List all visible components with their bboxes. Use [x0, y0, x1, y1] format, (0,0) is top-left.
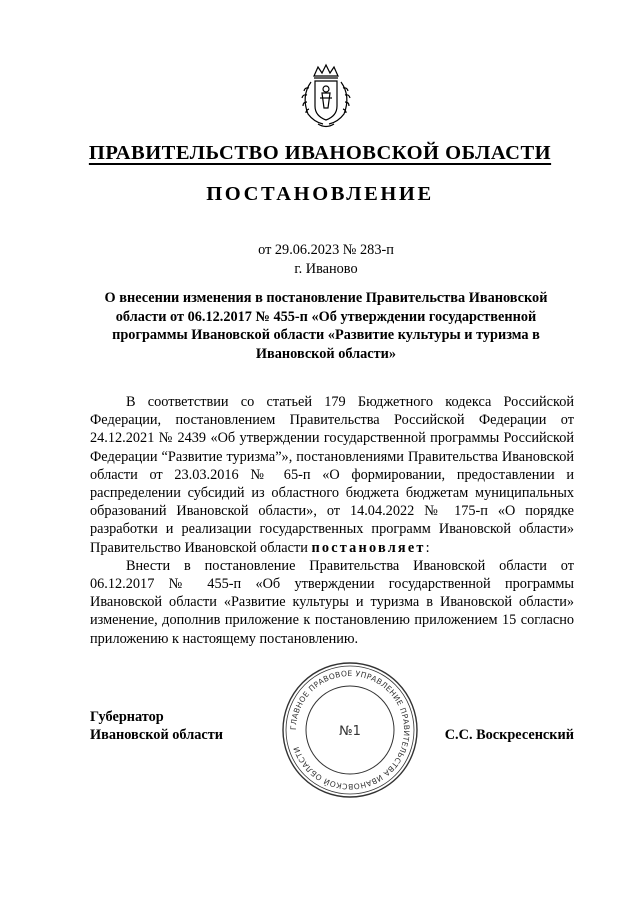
- signatory-position: [90, 708, 223, 745]
- stamp-ring-text: ГЛАВНОЕ ПРАВОВОЕ УПРАВЛЕНИЕ ПРАВИТЕЛЬСТВА ИВАНОВСКОЙ ОБЛАСТИ: [288, 668, 412, 792]
- signatory-name: С.С. Воскресенский: [444, 727, 574, 743]
- document-date-number: от 29.06.2023 № 283-п: [258, 242, 394, 258]
- document-type: ПОСТАНОВЛЕНИЕ: [206, 183, 434, 205]
- body-paragraph: В соответствии со статьей 179 Бюджетного кодекса Российской Федерации, постановлением Правительства Российской Федерации от 24.12.2021 № 2439 «Об утверждении государственной программы Российской Федерации “Развитие туризма”», постановлениями Правительства Ивановской области от 23.03.2016 № 65-п «О формировании, предоставлении и распределении субсидий из областного бюджета бюджетам муниципальных образований Ивановской области», от 14.04.2022 № 175-п «О порядке разработки и реализации государственных программ Ивановской области» Правительство Ивановской области постановляет:: [90, 394, 574, 556]
- coat-of-arms-icon: [290, 62, 362, 132]
- organization-name: ПРАВИТЕЛЬСТВО ИВАНОВСКОЙ ОБЛАСТИ: [88, 142, 552, 164]
- body-paragraph: Внести в постановление Правительства Ивановской области от 06.12.2017 № 455-п «Об утверждении государственной программы Ивановской области «Развитие культуры и туризма в Ивановской области» изменение, дополнив приложение к постановлению приложением 15 согласно приложению к настоящему постановлению.: [90, 557, 574, 647]
- position-line: Губернатор: [90, 709, 164, 725]
- decree-word: постановляет: [311, 539, 426, 556]
- document-city: г. Иваново: [294, 261, 358, 277]
- stamp-number: №1: [339, 724, 361, 739]
- position-line: Ивановской области: [90, 727, 223, 744]
- paragraph-preamble: В соответствии со статьей 179 Бюджетного кодекса Российской Федерации, постановлением Правительства Российской Федерации от 24.12.2021 № 2439 «Об утверждении государственной программы Российской Федерации “Развитие туризма”», постановлениями Правительства Ивановской области от 23.03.2016 № 65-п «О формировании, предоставлении и распределении субсидий из областного бюджета бюджетам муниципальных образований Ивановской области», от 14.04.2022 № 175-п «О порядке разработки и реализации государственных программ Ивановской области» Правительство Ивановской области: [90, 394, 574, 556]
- document-title: О внесении изменения в постановление Правительства Ивановской области от 06.12.2017 № 455-п «Об утверждении государственной программы Ивановской области «Развитие культуры и туризма в Ивановской области»: [104, 290, 548, 362]
- document-body: [90, 393, 574, 648]
- official-stamp-icon: [280, 660, 420, 800]
